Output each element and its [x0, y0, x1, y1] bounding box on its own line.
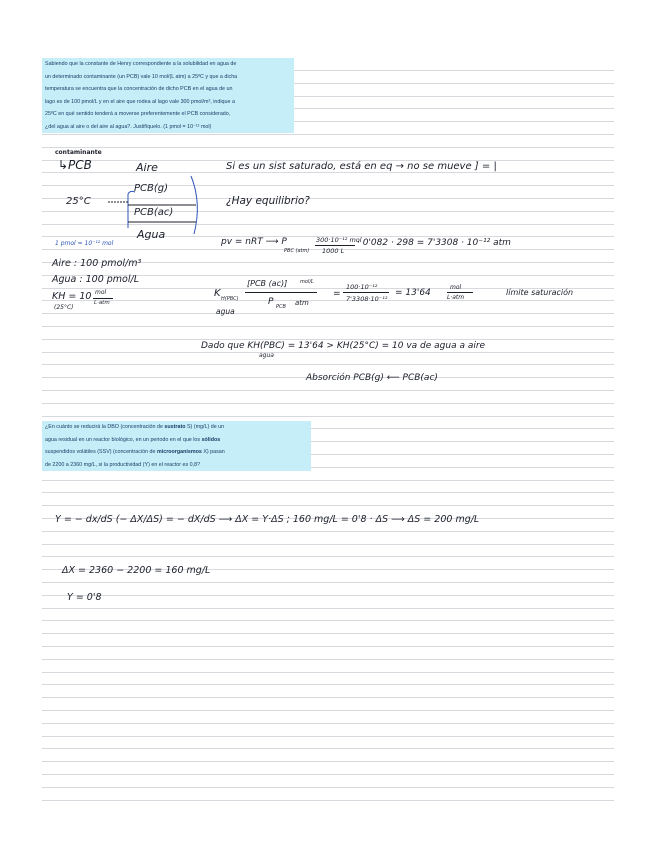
- note-kh-numerator: [PCB (ac)]: [247, 279, 288, 288]
- ruled-line: [42, 761, 614, 762]
- note-dado-que: Dado que KH(PBC) = 13'64 > KH(25°C) = 10 va de agua a aire: [201, 341, 486, 351]
- ruled-line: [42, 697, 614, 698]
- note-dado-agua: agua: [259, 352, 274, 359]
- question-1-line: ¿del agua al aire o del aire al agua?. Justifíquelo. (1 pmol = 10⁻¹² mol): [45, 123, 212, 130]
- note-kh-eq-numerator: 100·10⁻¹²: [346, 283, 378, 291]
- note-kh-unit-num: mol: [95, 289, 107, 296]
- question-2-line: suspendidos volátiles (SSV) (concentración de microorganismos X) pasan: [45, 449, 225, 455]
- ruled-line: [42, 480, 614, 481]
- fraction-bar: [245, 292, 317, 293]
- note-kh-calc: K: [214, 288, 221, 299]
- ruled-line: [42, 364, 614, 365]
- ruled-line: [42, 390, 614, 391]
- question-1-box: [42, 58, 294, 133]
- ruled-line: [42, 672, 614, 673]
- note-delta-x: ΔX = 2360 − 2200 = 160 mg/L: [62, 565, 211, 576]
- note-pv-result: · 0'082 · 298 = 7'3308 · 10⁻¹² atm: [357, 238, 511, 248]
- note-kh-result: = 13'64: [395, 288, 431, 298]
- fraction-bar: [447, 292, 473, 293]
- ruled-line: [42, 608, 614, 609]
- note-pv-sub: PBC (atm): [284, 248, 310, 254]
- note-pcb-gas: PCB(g): [134, 183, 169, 194]
- note-kh-unit-den: L·atm: [94, 300, 110, 306]
- ruled-line: [42, 313, 614, 314]
- note-temperature: 25°C: [66, 196, 91, 207]
- note-y-value: Y = 0'8: [67, 592, 102, 603]
- question-1-line: temperatura se encuentra que la concentración de dicho PCB en el agua de un: [45, 86, 233, 92]
- ruled-line: [42, 505, 614, 506]
- ruled-line: [42, 403, 614, 404]
- ruled-line: [42, 492, 614, 493]
- note-equilibrio: ¿Hay equilibrio?: [226, 195, 310, 207]
- note-aire: Aire: [136, 161, 158, 174]
- note-kh-result-unit-den: L·atm: [447, 294, 465, 301]
- ruled-line: [42, 582, 614, 583]
- ruled-line: [42, 134, 614, 135]
- ruled-line: [42, 544, 614, 545]
- note-pv-numerator: 300·10⁻¹² mol: [316, 236, 362, 244]
- fraction-bar: [343, 292, 389, 293]
- ruled-line: [42, 300, 614, 301]
- note-agua: Agua: [137, 228, 166, 241]
- phase-diagram: [100, 168, 210, 248]
- ruled-line: [42, 352, 614, 353]
- note-pcb-ac: PCB(ac): [134, 207, 174, 218]
- ruled-line: [42, 416, 614, 417]
- note-kh-denominator-unit: atm: [295, 299, 309, 307]
- equals-sign: =: [333, 289, 341, 299]
- ruled-line: [42, 774, 614, 775]
- note-limite-saturacion: límite saturación: [506, 288, 574, 297]
- ruled-line: [42, 684, 614, 685]
- ruled-line: [42, 710, 614, 711]
- question-2-line: de 2200 a 2360 mg/L, si la productividad (Y) en el reactor es 0,8?: [45, 461, 201, 468]
- ruled-line: [42, 800, 614, 801]
- note-aire-value: Aire : 100 pmol/m³: [52, 258, 142, 269]
- question-2-line: ¿En cuánto se reducirá la DBO (concentración de sustrato S) (mg/L) de un: [45, 424, 225, 430]
- ruled-line: [42, 748, 614, 749]
- note-agua-value: Agua : 100 pmol/L: [52, 274, 139, 285]
- note-pcb: ↳PCB: [58, 158, 92, 172]
- note-kh-result-unit-num: mol: [450, 284, 462, 291]
- note-productivity-equation: Y = − dx/dS (− ΔX/ΔS) = − dX/dS ⟶ ΔX = Y·ΔS ; 160 mg/L = 0'8 · ΔS ⟶ ΔS = 200 mg/L: [55, 514, 480, 525]
- question-2-line: agua residual en un reactor biológico, en un periodo en el que los sólidos: [45, 436, 221, 443]
- ruled-line: [42, 646, 614, 647]
- ruled-line: [42, 531, 614, 532]
- ruled-line: [42, 339, 614, 340]
- question-2-box: [42, 421, 311, 471]
- ruled-line: [42, 787, 614, 788]
- note-kh-agua: agua: [216, 307, 235, 316]
- fraction-bar: [93, 298, 113, 299]
- ruled-line: [42, 147, 614, 148]
- ruled-line: [42, 326, 614, 327]
- ruled-line: [42, 595, 614, 596]
- question-1-line: lago es de 100 pmol/L y en el aire que rodea al lago vale 300 pmol/m³, indique a: [45, 98, 235, 105]
- note-kh-eq-denominator: 7'3308·10⁻¹²: [346, 295, 388, 303]
- note-saturado: Si es un sist saturado, está en eq → no se mueve ] = |: [226, 161, 497, 172]
- note-kh-denominator: P: [268, 297, 274, 307]
- note-kh-denominator-sub: PCB: [276, 304, 286, 310]
- ruled-line: [42, 659, 614, 660]
- fraction-bar: [315, 245, 355, 246]
- ruled-line: [42, 620, 614, 621]
- ruled-line: [42, 633, 614, 634]
- note-kh-numerator-unit: mol/L: [300, 279, 314, 285]
- question-1-line: un determinado contaminante (un PCB) vale 10 mol/(L atm) a 25ºC y que a dicha: [45, 73, 238, 80]
- question-1-line: Sabiendo que la constante de Henry correspondiente a la solubilidad en agua de: [45, 61, 237, 67]
- question-1-line: 25ºC en qué sentido tenderá a moverse preferentemente el PCB considerado,: [45, 111, 231, 117]
- note-pv-nrt: pv = nRT ⟶ P: [221, 237, 287, 247]
- note-absorcion: Absorción PCB(g) ⟵ PCB(ac): [306, 373, 438, 383]
- ruled-line: [42, 736, 614, 737]
- note-kh-value: KH = 10: [52, 291, 92, 302]
- ruled-line: [42, 556, 614, 557]
- note-kh-temp: (25°C): [54, 304, 74, 311]
- ruled-line: [42, 723, 614, 724]
- note-pv-denominator: 1000 L: [322, 247, 345, 255]
- note-kh-calc-sub: H(PBC): [221, 296, 239, 302]
- note-pmol: 1 pmol = 10⁻¹² mol: [55, 240, 114, 247]
- note-contaminante: contaminante: [55, 149, 102, 156]
